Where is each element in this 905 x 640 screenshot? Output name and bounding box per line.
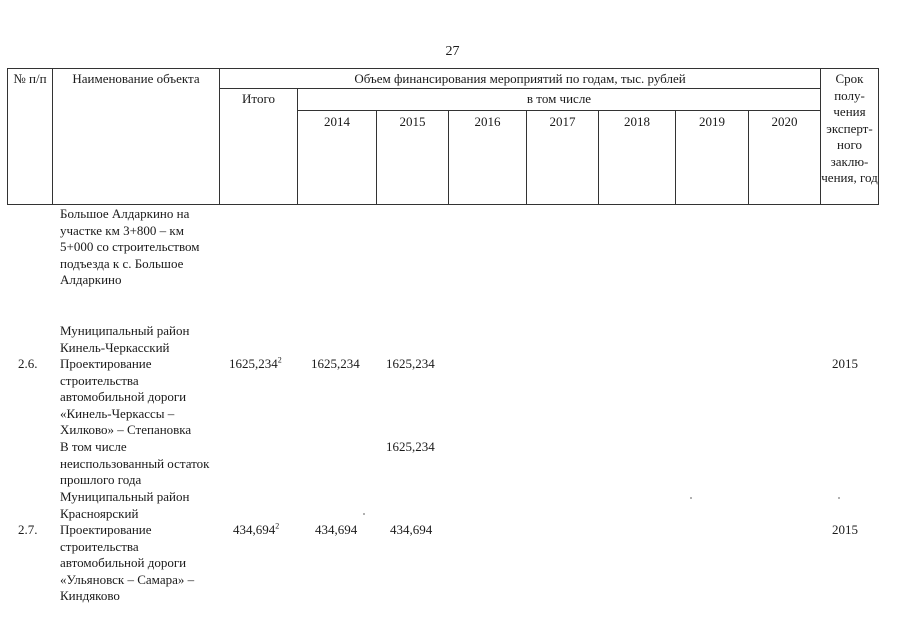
row-2-6-number: 2.6. — [18, 356, 38, 371]
header-number: № п/п — [13, 71, 47, 86]
footnote-mark: 2 — [275, 521, 280, 531]
header-object-name: Наименование объекта — [72, 71, 200, 86]
header-year-2015: 2015 — [399, 114, 426, 129]
header-year-2019: 2019 — [699, 114, 725, 129]
row-2-6-2014: 1625,234 — [311, 356, 360, 371]
header-year-2018: 2018 — [624, 114, 650, 129]
row-2-6-deadline: 2015 — [832, 356, 858, 371]
header-year-2017: 2017 — [549, 114, 576, 129]
header-including: в том числе — [526, 91, 592, 106]
scan-speck — [363, 513, 365, 515]
header-deadline: Срок полу-чения эксперт-ного заклю-чения, год — [821, 71, 878, 185]
row-2-7-2015: 434,694 — [390, 522, 433, 537]
page-number: 27 — [445, 44, 460, 59]
row-2-6-sub-label: В том числе неиспользованный остаток прошлого года — [60, 439, 210, 487]
scan-speck — [838, 497, 840, 499]
footnote-mark: 2 — [277, 355, 282, 365]
header-financing: Объем финансирования мероприятий по годам, тыс. рублей — [354, 71, 686, 86]
row-2-6-sub-2015: 1625,234 — [386, 439, 435, 454]
row-2-7-deadline: 2015 — [832, 522, 858, 537]
header-total: Итого — [242, 91, 275, 106]
row-2-6-municipality: Муниципальный район Кинель-Черкасский — [60, 323, 190, 355]
row-2-7-municipality: Муниципальный район Красноярский — [60, 489, 190, 521]
header-year-2016: 2016 — [474, 114, 501, 129]
scan-speck — [690, 497, 692, 499]
header-year-2020: 2020 — [771, 114, 798, 129]
row-2-7-total: 434,694$^2$ — [233, 521, 280, 537]
continued-object-name: Большое Алдаркино на участке км 3+800 – км 5+000 со строительством подъезда к с. Большое Алдаркино — [60, 206, 200, 287]
row-2-7-2014: 434,694 — [315, 522, 358, 537]
row-2-6-2015: 1625,234 — [386, 356, 435, 371]
row-2-7-number: 2.7. — [18, 522, 38, 537]
row-2-6-total: 1625,234$^2$ — [229, 355, 282, 371]
row-2-6-project: Проектирование строительства автомобильной дороги «Кинель-Черкассы – Хилково» – Степановка — [60, 356, 192, 437]
header-year-2014: 2014 — [324, 114, 350, 129]
row-2-7-project: Проектирование строительства автомобильной дороги «Ульяновск – Самара» – Киндяково — [60, 522, 195, 603]
